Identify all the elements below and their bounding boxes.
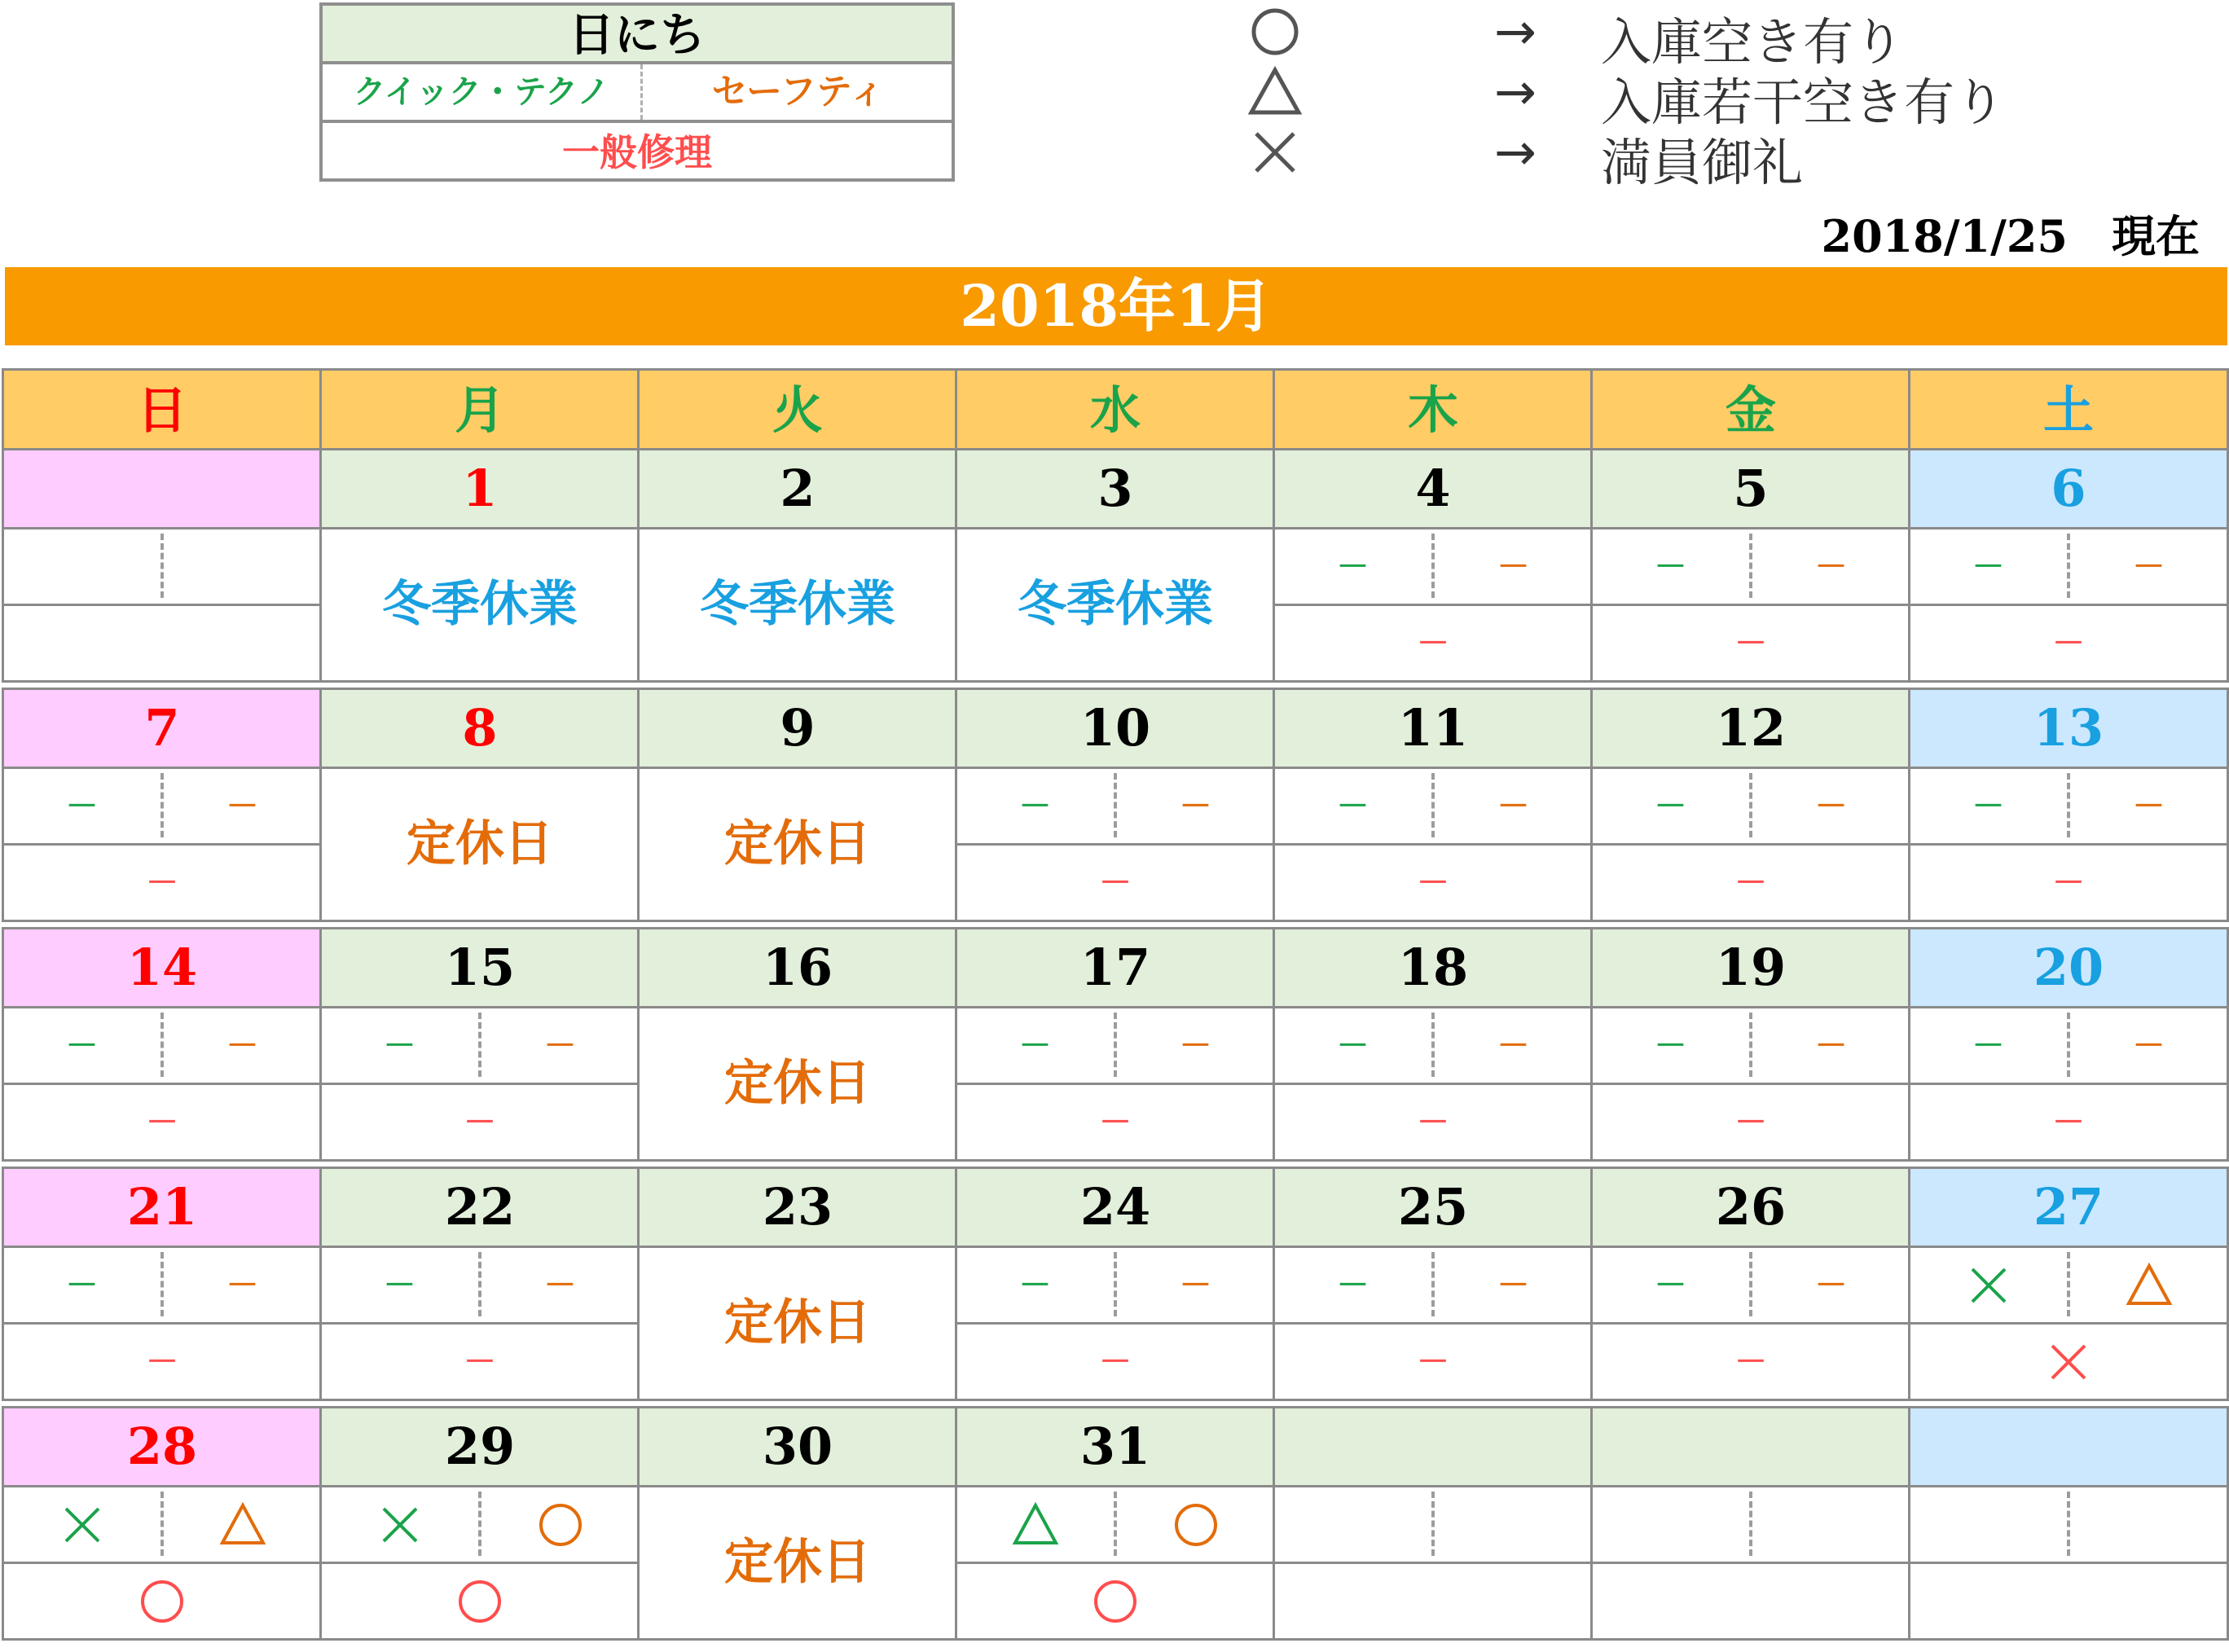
slot-divider xyxy=(2067,1013,2070,1077)
day-number: 21 xyxy=(2,1167,323,1248)
closed-day-label: 定休日 xyxy=(724,1534,871,1591)
schedule-slot-bottom xyxy=(1273,1562,1594,1641)
safety-status: － xyxy=(226,787,259,825)
quick-techno-status: － xyxy=(1336,787,1369,825)
general-repair-status: － xyxy=(146,863,178,902)
day-number: 8 xyxy=(319,688,640,769)
day-number: 30 xyxy=(637,1406,958,1487)
cross-icon xyxy=(1246,124,1304,181)
quick-techno-status: － xyxy=(383,1026,416,1065)
day-number: 20 xyxy=(1908,927,2229,1008)
safety-status: － xyxy=(2132,1026,2165,1065)
safety-status: － xyxy=(2132,547,2165,586)
weekday-sun: 日 xyxy=(2,368,323,453)
cross-icon xyxy=(58,1500,107,1549)
slot-divider xyxy=(478,1252,481,1316)
slot-divider xyxy=(1431,534,1435,598)
legend-text-limited: 入庫若干空き有り xyxy=(1601,72,2006,132)
slot-divider xyxy=(1749,773,1752,837)
winter-break-label: 冬季休業 xyxy=(1018,576,1213,633)
triangle-icon xyxy=(2125,1261,2174,1310)
quick-techno-status: － xyxy=(65,1266,99,1304)
triangle-icon xyxy=(1011,1500,1060,1549)
slot-divider xyxy=(1749,1492,1752,1556)
day-number: 14 xyxy=(2,927,323,1008)
winter-break-label: 冬季休業 xyxy=(700,576,895,633)
slot-divider xyxy=(2067,773,2070,837)
slot-divider xyxy=(1114,1252,1117,1316)
day-number: 24 xyxy=(955,1167,1276,1248)
safety-status: － xyxy=(1179,1266,1212,1304)
day-number: 25 xyxy=(1273,1167,1594,1248)
slot-divider xyxy=(1114,773,1117,837)
quick-techno-status: － xyxy=(1336,547,1369,586)
legend-text-available: 入庫空き有り xyxy=(1601,12,1905,72)
general-repair-status: － xyxy=(464,1342,496,1381)
legend-safety: セーフティ xyxy=(640,64,954,120)
current-date: 2018/1/25 現在 xyxy=(1821,210,2200,262)
slot-divider xyxy=(160,773,164,837)
day-number: 7 xyxy=(2,688,323,769)
day-number xyxy=(1273,1406,1594,1487)
safety-status: － xyxy=(1814,787,1848,825)
day-number: 19 xyxy=(1590,927,1911,1008)
legend-box xyxy=(319,2,955,182)
circle-icon xyxy=(1091,1577,1140,1626)
legend-quick-techno: クイック・テクノ xyxy=(353,73,610,111)
quick-techno-status: － xyxy=(1018,1026,1052,1065)
closed-day-label: 定休日 xyxy=(407,815,553,872)
day-number: 5 xyxy=(1590,448,1911,529)
day-number: 1 xyxy=(319,448,640,529)
legend-general-repair: 一般修理 xyxy=(562,130,712,174)
slot-divider xyxy=(2067,1492,2070,1556)
general-repair-status: － xyxy=(1417,1103,1449,1141)
day-number: 13 xyxy=(1908,688,2229,769)
safety-status: － xyxy=(1497,787,1530,825)
day-number: 2 xyxy=(637,448,958,529)
quick-techno-status: － xyxy=(1654,547,1687,586)
slot-divider xyxy=(1114,1492,1117,1556)
general-repair-status: － xyxy=(1099,1342,1132,1381)
slot-divider xyxy=(160,1252,164,1316)
legend-arrow: → xyxy=(1494,122,1537,182)
weekday-wed: 水 xyxy=(955,368,1276,453)
day-number: 18 xyxy=(1273,927,1594,1008)
slot-divider xyxy=(160,534,164,598)
safety-status: － xyxy=(1497,547,1530,586)
day-number: 12 xyxy=(1590,688,1911,769)
day-number xyxy=(1908,1406,2229,1487)
schedule-slot-bottom xyxy=(1908,1562,2229,1641)
slot-divider xyxy=(1749,1013,1752,1077)
general-repair-status: － xyxy=(1734,624,1767,662)
day-number: 28 xyxy=(2,1406,323,1487)
day-number: 22 xyxy=(319,1167,640,1248)
legend-title: 日にち xyxy=(323,6,952,64)
general-repair-status: － xyxy=(2052,863,2085,902)
quick-techno-status: － xyxy=(1972,787,2005,825)
general-repair-status: － xyxy=(1734,1342,1767,1381)
calendar-grid xyxy=(2,368,2229,1650)
day-number: 4 xyxy=(1273,448,1594,529)
quick-techno-status: － xyxy=(1336,1266,1369,1304)
general-repair-status: － xyxy=(1417,1342,1449,1381)
day-number: 10 xyxy=(955,688,1276,769)
legend-text-full: 満員御礼 xyxy=(1601,133,1804,192)
safety-status: － xyxy=(1179,787,1212,825)
cross-icon xyxy=(1964,1261,2013,1310)
general-repair-status: － xyxy=(2052,1103,2085,1141)
quick-techno-status: － xyxy=(1972,1026,2005,1065)
day-number: 6 xyxy=(1908,448,2229,529)
day-number: 31 xyxy=(955,1406,1276,1487)
slot-divider xyxy=(1431,1252,1435,1316)
day-number: 29 xyxy=(319,1406,640,1487)
slot-divider xyxy=(1431,773,1435,837)
weekday-mon: 月 xyxy=(319,368,640,453)
triangle-icon xyxy=(1246,64,1304,121)
circle-icon xyxy=(1172,1500,1220,1549)
slot-divider xyxy=(478,1013,481,1077)
quick-techno-status: － xyxy=(1336,1026,1369,1065)
quick-techno-status: － xyxy=(1654,1026,1687,1065)
general-repair-status: － xyxy=(146,1103,178,1141)
legend-categories xyxy=(323,64,952,123)
month-title: 2018年1月 xyxy=(5,267,2227,345)
general-repair-status: － xyxy=(1417,624,1449,662)
quick-techno-status: － xyxy=(383,1266,416,1304)
general-repair-status: － xyxy=(1734,1103,1767,1141)
weekday-fri: 金 xyxy=(1590,368,1911,453)
safety-status: － xyxy=(543,1266,577,1304)
general-repair-status: － xyxy=(464,1103,496,1141)
circle-icon xyxy=(455,1577,504,1626)
day-number: 16 xyxy=(637,927,958,1008)
general-repair-status: － xyxy=(1734,863,1767,902)
schedule-slot-bottom xyxy=(1590,1562,1911,1641)
legend-arrow: → xyxy=(1494,62,1537,121)
day-number: 23 xyxy=(637,1167,958,1248)
safety-status: － xyxy=(1814,1266,1848,1304)
slot-divider xyxy=(160,1492,164,1556)
safety-status: － xyxy=(543,1026,577,1065)
slot-divider xyxy=(2067,1252,2070,1316)
day-number: 27 xyxy=(1908,1167,2229,1248)
general-repair-status: － xyxy=(1099,1103,1132,1141)
safety-status: － xyxy=(2132,787,2165,825)
slot-divider xyxy=(1749,1252,1752,1316)
safety-status: － xyxy=(1497,1026,1530,1065)
triangle-icon xyxy=(218,1500,267,1549)
cross-icon xyxy=(2044,1338,2093,1386)
slot-divider xyxy=(1431,1013,1435,1077)
general-repair-status: － xyxy=(1417,863,1449,902)
safety-status: － xyxy=(226,1026,259,1065)
safety-status: － xyxy=(1814,547,1848,586)
schedule-slot-bottom xyxy=(2,604,323,683)
general-repair-status: － xyxy=(2052,624,2085,662)
weekday-sat: 土 xyxy=(1908,368,2229,453)
slot-divider xyxy=(1114,1013,1117,1077)
safety-status: － xyxy=(226,1266,259,1304)
circle-icon xyxy=(138,1577,187,1626)
quick-techno-status: － xyxy=(65,787,99,825)
winter-break-label: 冬季休業 xyxy=(382,576,578,633)
quick-techno-status: － xyxy=(65,1026,99,1065)
slot-divider xyxy=(160,1013,164,1077)
safety-status: － xyxy=(1814,1026,1848,1065)
circle-icon xyxy=(536,1500,585,1549)
quick-techno-status: － xyxy=(1972,547,2005,586)
slot-divider xyxy=(1749,534,1752,598)
general-repair-status: － xyxy=(1099,863,1132,902)
day-number: 3 xyxy=(955,448,1276,529)
legend-arrow: → xyxy=(1494,2,1537,61)
slot-divider xyxy=(1431,1492,1435,1556)
day-number: 26 xyxy=(1590,1167,1911,1248)
safety-status: － xyxy=(1179,1026,1212,1065)
cross-icon xyxy=(376,1500,424,1549)
closed-day-label: 定休日 xyxy=(724,815,871,872)
weekday-tue: 火 xyxy=(637,368,958,453)
day-number: 15 xyxy=(319,927,640,1008)
closed-day-label: 定休日 xyxy=(724,1055,871,1112)
quick-techno-status: － xyxy=(1018,1266,1052,1304)
day-number xyxy=(1590,1406,1911,1487)
weekday-thu: 木 xyxy=(1273,368,1594,453)
circle-icon xyxy=(1246,3,1304,60)
day-number: 11 xyxy=(1273,688,1594,769)
day-number: 17 xyxy=(955,927,1276,1008)
general-repair-status: － xyxy=(146,1342,178,1381)
quick-techno-status: － xyxy=(1654,787,1687,825)
day-number xyxy=(2,448,323,529)
quick-techno-status: － xyxy=(1018,787,1052,825)
quick-techno-status: － xyxy=(1654,1266,1687,1304)
slot-divider xyxy=(2067,534,2070,598)
safety-status: － xyxy=(1497,1266,1530,1304)
closed-day-label: 定休日 xyxy=(724,1294,871,1351)
slot-divider xyxy=(478,1492,481,1556)
day-number: 9 xyxy=(637,688,958,769)
